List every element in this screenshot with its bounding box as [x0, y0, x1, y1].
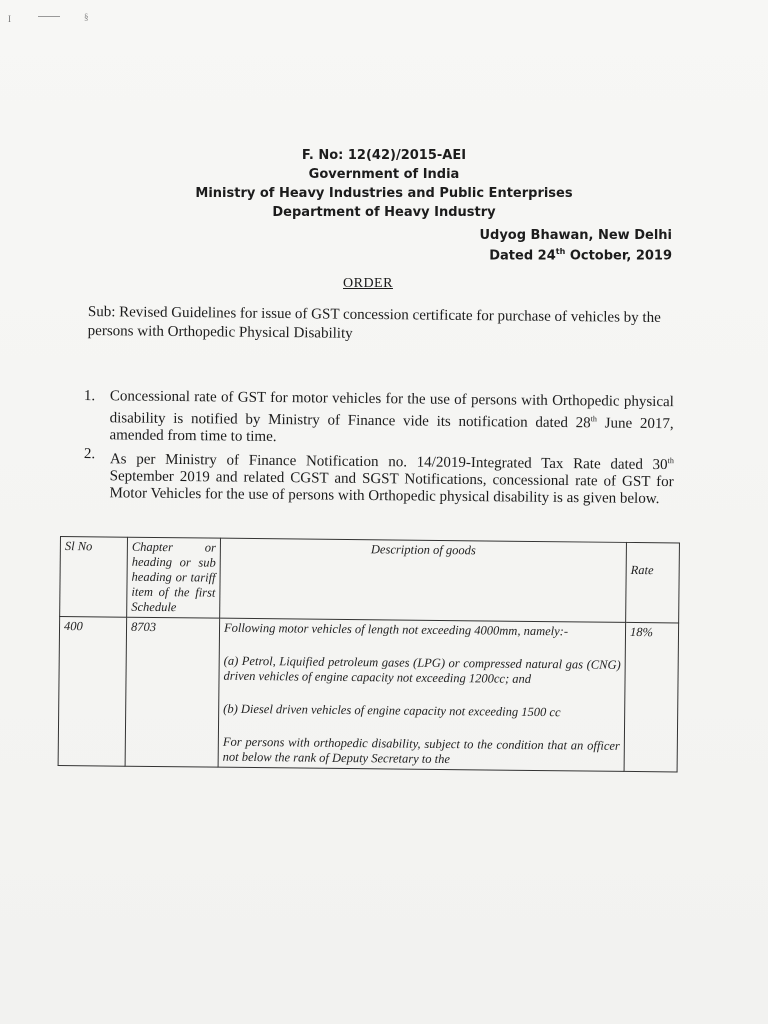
place-line: Udyog Bhawan, New Delhi	[479, 228, 672, 243]
cell-rate: 18%	[624, 622, 679, 772]
header-description: Description of goods	[220, 538, 627, 622]
description-para: Following motor vehicles of length not exceeding 4000mm, namely:-	[223, 620, 569, 639]
point-text-a: As per Ministry of Finance Notification no. 14/2019-Integrated Tax Rate dated 30	[109, 451, 668, 474]
description-para: (b) Diesel driven vehicles of engine capacity not exceeding 1500 cc	[223, 701, 561, 720]
header-chapter	[127, 537, 221, 618]
point-text	[83, 446, 674, 508]
gst-rate-table	[58, 536, 680, 772]
description-para: (a) Petrol, Liquified petroleum gases (LPG) or compressed natural gas (CNG) driven vehicles of engine capacity not exceeding 1200cc; and	[223, 653, 621, 686]
point-text-a: Concessional rate of GST for motor vehicles for the use of persons with Orthopedic physical disability is notified by Ministry of Finance vide its notification dated 28	[109, 388, 674, 432]
cell-description	[218, 618, 626, 771]
margin-mark: I	[8, 14, 11, 24]
order-title: ORDER	[343, 276, 393, 291]
ministry-line: Ministry of Heavy Industries and Public Enterprises	[195, 186, 573, 201]
point-text-b: June 2017, amended from time to time.	[109, 415, 674, 446]
date-line	[489, 247, 672, 263]
header-sl-no: Sl No	[60, 537, 128, 618]
margin-mark: §	[84, 12, 89, 22]
point-sup: th	[667, 456, 674, 466]
point-text	[83, 388, 674, 450]
point-1	[83, 388, 674, 450]
point-number: 1.	[83, 388, 96, 405]
file-number: F. No: 12(42)/2015-AEI	[301, 148, 467, 163]
date-sup: th	[555, 247, 566, 256]
rate-table	[58, 536, 680, 772]
subject-line: Sub: Revised Guidelines for issue of GST concession certificate for purchase of vehicles by the persons with Orthopedic Physical Disability	[87, 303, 661, 342]
description-para: For persons with orthopedic disability, subject to the condition that an officer not below the rank of Deputy Secretary to the	[222, 734, 620, 767]
date-suffix: October, 2019	[565, 248, 672, 264]
table-row	[58, 617, 679, 772]
date-prefix: Dated 24	[489, 248, 556, 264]
margin-dash	[38, 16, 60, 17]
point-2	[83, 446, 674, 508]
table-header-row	[60, 537, 680, 623]
point-text-b: September 2019 and related CGST and SGST Notifications, concessional rate of GST for Motor Vehicles for the use of persons with Orthopedic physical disability is as given below.	[109, 468, 674, 508]
point-number: 2.	[83, 446, 96, 463]
department-line: Department of Heavy Industry	[272, 205, 496, 220]
header-chapter-text: Chapter or heading or sub heading or tariff item of the first Schedule	[131, 539, 216, 615]
cell-chapter: 8703	[125, 617, 220, 767]
point-sup: th	[590, 414, 598, 424]
government-line: Government of India	[308, 167, 460, 182]
cell-sl-no: 400	[58, 617, 127, 767]
header-rate: Rate	[626, 542, 680, 623]
